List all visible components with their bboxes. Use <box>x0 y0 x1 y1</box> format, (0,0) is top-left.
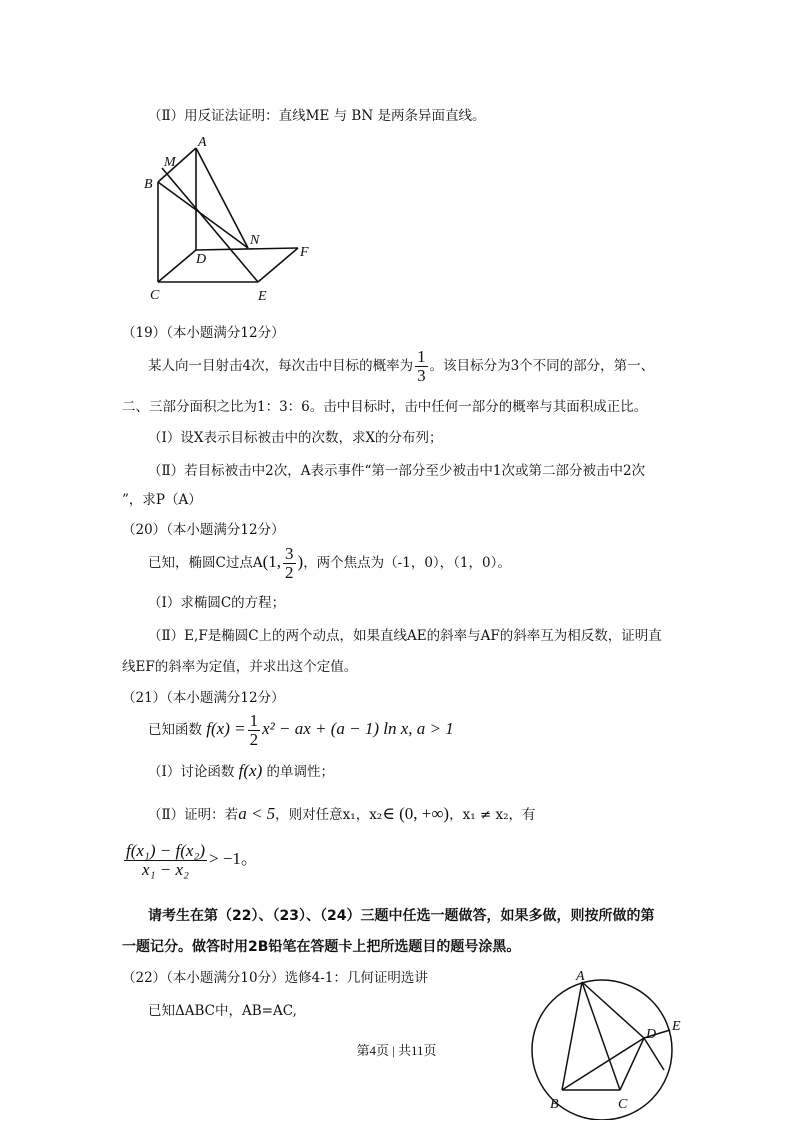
q21-frac-den: 2 <box>249 729 259 749</box>
q18-part2: （Ⅱ）用反证法证明：直线ME 与 BN 是两条异面直线。 <box>148 108 486 124</box>
q19-heading: （19）（本小题满分12分） <box>122 325 285 341</box>
q20-part1: （Ⅰ）求椭圆C的方程； <box>148 595 286 611</box>
edge-ef <box>258 248 298 282</box>
line-me <box>162 168 258 282</box>
q20-heading: （20）（本小题满分12分） <box>122 522 285 538</box>
q21-part1-fx: f(x) <box>238 761 263 780</box>
q22-heading: （22）（本小题满分10分）选修4-1：几何证明选讲 <box>122 970 428 986</box>
q21-part1-post: 的单调性； <box>266 764 335 780</box>
label-m: M <box>164 155 176 170</box>
q21-part2-mid: ，则对任意x₁，x₂ <box>275 807 383 823</box>
q20-fraction <box>283 545 296 582</box>
q19-line1 <box>148 348 654 385</box>
q21-line1-pre: 已知函数 <box>148 721 202 738</box>
label-b: B <box>144 177 153 192</box>
q20-part2b: 线EF的斜率为定值，并求出这个定值。 <box>122 659 358 675</box>
q21-part1 <box>148 760 334 781</box>
label-c: C <box>150 288 160 303</box>
label-a: A <box>576 969 585 984</box>
edge-cd <box>158 250 196 282</box>
q21-part2-in: ∈ (0, +∞) <box>382 804 450 823</box>
label-c: C <box>618 1097 628 1112</box>
label-b: B <box>550 1097 559 1112</box>
line-bn <box>158 182 248 248</box>
q21-ineq-fraction <box>124 842 207 879</box>
label-f: F <box>300 245 309 260</box>
q22-line1: 已知ΔABC中，AB=AC, <box>148 1003 297 1019</box>
q19-line1-pre: 某人向一目射击4次，每次击中目标的概率为 <box>148 357 414 374</box>
label-e: E <box>672 1019 681 1034</box>
q20-frac-den: 2 <box>285 562 294 582</box>
q20-point-b: ) <box>297 551 304 571</box>
instruction-line1: 请考生在第（22）、（23）、（24）三题中任选一题做答，如果多做，则按所做的第 <box>148 908 655 924</box>
q19-part2a: （Ⅱ）若目标被击中2次，A表示事件“第一部分至少被击中1次或第二部分被击中2次 <box>148 463 646 479</box>
q21-fx: f(x) = <box>206 718 246 738</box>
q21-heading: （21）（本小题满分12分） <box>122 690 285 706</box>
q21-ineq-rhs: > −1。 <box>208 848 258 868</box>
label-d: D <box>196 252 207 267</box>
page-footer: 第4页 | 共11页 <box>356 1043 437 1058</box>
label-e: E <box>258 289 267 304</box>
q21-fraction <box>248 712 261 749</box>
q21-ineq-den: x₁ − x₂ <box>142 859 189 879</box>
q19-part1: （Ⅰ）设X表示目标被击中的次数，求X的分布列； <box>148 430 443 446</box>
instruction-line2: 一题记分。做答时用2B铅笔在答题卡上把所选题目的题号涂黑。 <box>122 939 521 955</box>
q21-ineq-num: f(x₁) − f(x₂) <box>126 841 205 860</box>
q19-fraction <box>415 348 428 385</box>
q20-frac-num: 3 <box>285 544 294 563</box>
q21-part2 <box>148 803 536 824</box>
q21-part2-cond: a < 5 <box>238 804 276 823</box>
edge-df <box>196 248 298 250</box>
label-d: D <box>646 1027 657 1042</box>
q21-part2-post: ，x₁ ≠ x₂，有 <box>449 807 536 823</box>
geometry-figure-1 <box>140 134 320 306</box>
edge-ab <box>562 982 582 1090</box>
q19-part2b: ”，求P（A） <box>122 492 202 508</box>
q20-line1-post: ，两个焦点为（-1，0），（1，0）。 <box>303 554 511 571</box>
q20-line1-pre: 已知，椭圆C过点A <box>148 554 263 571</box>
label-n: N <box>250 233 260 248</box>
q19-line1-post: 。该目标分为3个不同的部分，第一、 <box>429 357 655 374</box>
line-an <box>196 148 248 248</box>
q21-expression: x² − ax + (a − 1) ln x, a > 1 <box>262 718 454 738</box>
q20-part2a: （Ⅱ）E,F是椭圆C上的两个动点，如果直线AE的斜率与AF的斜率互为相反数，证明直 <box>148 628 662 644</box>
label-a: A <box>198 135 207 150</box>
q20-point-a: (1, <box>262 551 282 571</box>
q19-frac-num: 1 <box>417 347 426 366</box>
q19-frac-den: 3 <box>417 365 426 385</box>
q20-line1 <box>148 545 511 582</box>
q21-inequality <box>122 842 258 879</box>
q21-part2-pre: （Ⅱ）证明：若 <box>148 807 239 823</box>
q21-line1 <box>148 712 454 749</box>
q19-line2: 二、三部分面积之比为1：3：6。击中目标时，击中任何一部分的概率与其面积成正比。 <box>122 399 648 415</box>
q21-part1-pre: （Ⅰ）讨论函数 <box>148 764 235 780</box>
q21-frac-num: 1 <box>249 711 259 730</box>
